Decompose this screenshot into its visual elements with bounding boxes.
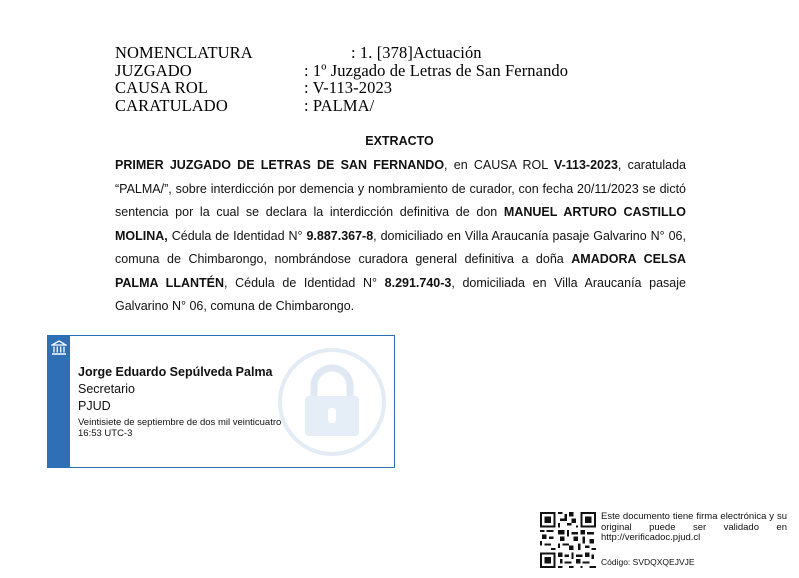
body-text: , en CAUSA ROL (444, 158, 554, 172)
curator-name: AMADORA CELSA PALMA LLANTÉN (115, 252, 686, 290)
header-value: : PALMA/ (304, 95, 375, 115)
header-value: : 1. [378]Actuación (351, 43, 482, 62)
curator-id: 8.291.740-3 (384, 275, 452, 290)
electronic-signature-box (47, 335, 395, 468)
signer-role: Secretario (78, 382, 135, 396)
body-text: , domiciliado en Villa Araucanía pasaje Galvarino N° 06, comuna de Chimbarongo, nombrándose curadora general definitiva a doña (115, 228, 686, 266)
header-row-juzgado (115, 62, 568, 80)
verification-notice: Este documento tiene firma electrónica y su original puede ser validado en http://verificadoc.pjud.cl (601, 511, 787, 543)
header-key: JUZGADO (115, 60, 192, 80)
header-value: : 1º Juzgado de Letras de San Fernando (304, 60, 569, 80)
signature-strip (48, 336, 70, 467)
qr-code-icon[interactable] (540, 512, 596, 568)
header-row-nomenclatura (115, 44, 568, 62)
body-text: Cédula de Identidad N° (167, 228, 307, 243)
body-text: , caratulada “PALMA/”, sobre interdicción por demencia y nombramiento de curador, con fecha 20/11/2023 se dictó sentencia por la cual se declara la interdicción definitiva de don (115, 158, 686, 219)
verification-code: Código: SVDQXQEJVJE (601, 557, 695, 567)
signature-time: 16:53 UTC-3 (78, 428, 133, 439)
lock-icon (274, 344, 390, 460)
header-key: NOMENCLATURA (115, 43, 253, 62)
header-row-causa-rol (115, 79, 568, 97)
interdicted-id: 9.887.367-8 (306, 228, 374, 243)
body-text: , Cédula de Identidad N° (224, 275, 385, 290)
body-text: , domiciliada en Villa Araucanía pasaje Galvarino N° 06, comuna de Chimbarongo. (115, 275, 686, 313)
document-title: EXTRACTO (365, 134, 434, 148)
signer-organization: PJUD (78, 399, 111, 413)
signature-date-text: Veintisiete de septiembre de dos mil veinticuatro (78, 417, 282, 428)
header-key: CAUSA ROL (115, 78, 209, 97)
signature-date (78, 417, 281, 439)
header-key: CARATULADO (115, 95, 228, 115)
header-row-caratulado (115, 97, 568, 115)
signature-details (78, 364, 281, 439)
extract-paragraph (115, 154, 686, 319)
header-value: : V-113-2023 (304, 78, 393, 97)
signer-name: Jorge Eduardo Sepúlveda Palma (78, 365, 273, 379)
case-number: V-113-2023 (553, 158, 618, 172)
document-header (115, 44, 568, 114)
interdicted-name: MANUEL ARTURO CASTILLO MOLINA, (115, 205, 687, 243)
courthouse-icon (51, 340, 67, 356)
court-name: PRIMER JUZGADO DE LETRAS DE SAN FERNANDO (115, 158, 445, 172)
